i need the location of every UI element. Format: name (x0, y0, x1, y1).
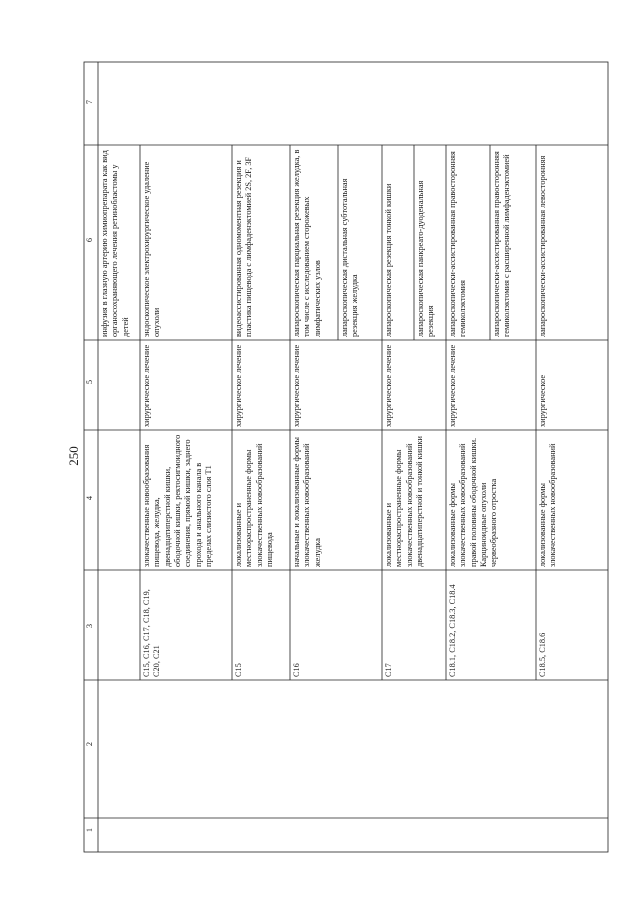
diagnosis-text: локализованные формы злокачественных новообразований правой половины ободочной кишки. Карциноидные опухоли червеобразного отростка (448, 437, 499, 567)
treatment-text: хирургическое (538, 374, 547, 427)
code-text: C17 (384, 663, 393, 677)
header-col-7: 7 (85, 99, 94, 105)
header-col-6: 6 (85, 237, 94, 243)
header-col-5: 5 (85, 379, 94, 385)
method-text: лапароскопическая парциальная резекция желудка, в том числе с исследованием сторожевых лимфатических узлов (292, 149, 322, 337)
diagnosis-text: локализованные и местнораспространенные формы злокачественных новообразований пищевода (234, 443, 275, 567)
code-text: C16 (292, 663, 301, 677)
method-text: лапароскопическая панкреато-дуоденальная резекция (416, 180, 436, 337)
method-text: эндоскопическое электрохирургическое удаление опухоли (142, 161, 162, 337)
treatment-text: хирургическое лечение (234, 344, 243, 427)
method-text: инфузия в глазную артерию химиопрепарата как вид органосохраняющего лечения ретинобластомы у детей (100, 150, 130, 337)
header-col-2: 2 (85, 741, 94, 747)
code-text: C15, C16, C17, C18, C19, C20, C21 (142, 589, 162, 677)
treatment-text: хирургическое лечение (448, 344, 457, 427)
code-text: C15 (234, 663, 243, 677)
header-col-4: 4 (85, 495, 94, 501)
page-number: 250 (66, 446, 81, 466)
treatment-text: хирургическое лечение (384, 344, 393, 427)
method-text: лапароскопическая дистальная субтотальная резекция желудка (340, 178, 360, 337)
code-text: C18.1, C18.2, C18.3, C18.4 (448, 584, 457, 677)
diagnosis-text: локализованные формы злокачественных новообразований (538, 443, 558, 567)
header-col-1: 1 (85, 827, 94, 833)
treatment-text: хирургическое лечение (142, 344, 151, 427)
diagnosis-text: локализованные и местнораспространенные формы злокачественных новообразований двенадцатиперстной и тонкой кишки (384, 436, 425, 567)
method-text: лапароскопическая резекция тонкой кишки (384, 183, 393, 337)
diagnosis-text: начальные и локализованные формы злокачественных новообразований желудка (292, 437, 322, 567)
method-text: лапароскопически-ассистированная левосторонняя (538, 155, 547, 337)
header-col-3: 3 (85, 623, 94, 629)
diagnosis-text: злокачественные новообразования пищевода, желудка, двенадцатиперстной кишки, ободочной кишки, ректосигмоидного соединения, прямой кишки, заднего прохода и анального канала в пределах слизистого слоя T1 (142, 434, 214, 567)
method-text: лапароскопически-ассистированная правосторонняя гемиколэктомия с расширенной лимфаденэктомией (492, 151, 512, 337)
treatment-text: хирургическое лечение (292, 344, 301, 427)
method-text: видеоассистированная одномоментная резекция и пластика пищевода с лимфаденэктомией 2S, 2F, 3F (234, 156, 254, 337)
method-text: лапароскопически-ассистированная правосторонняя гемиколэктомия (448, 151, 468, 337)
code-text: C18.5, C18.6 (538, 632, 547, 677)
